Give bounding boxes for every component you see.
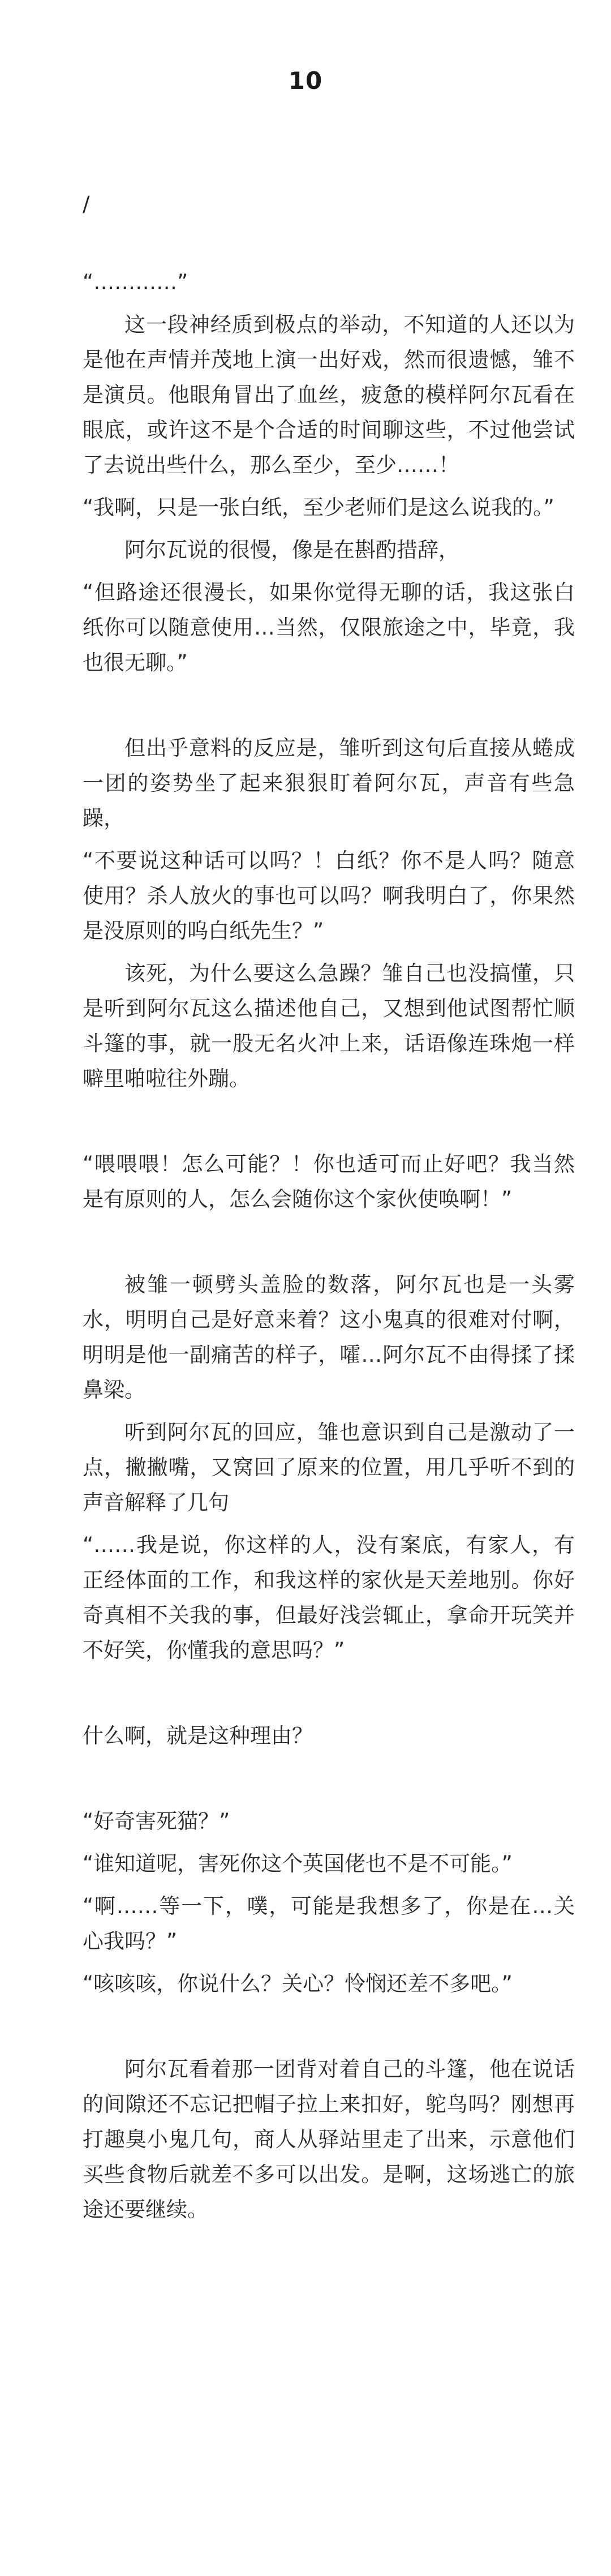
paragraph: “不要说这种话可以吗？！白纸？你不是人吗？随意使用？杀人放火的事也可以吗？啊我明白了，你果然是没原则的呜白纸先生？” [83,848,575,943]
paragraph: 被雏一顿劈头盖脸的数落，阿尔瓦也是一头雾水，明明自己是好意来着？这小鬼真的很难对付啊，明明是他一副痛苦的样子，嚯…阿尔瓦不由得揉了揉鼻梁。 [83,1272,575,1402]
paragraph-separator: / [83,192,90,216]
paragraph: 阿尔瓦说的很慢，像是在斟酌措辞， [124,538,459,562]
paragraph: “啊……等一下，噗，可能是我想多了，你是在…关心我吗？” [83,1894,575,1953]
chapter-body [83,187,575,2235]
paragraph: “但路途还很漫长，如果你觉得无聊的话，我这张白纸你可以随意使用…当然，仅限旅途之中，毕竟，我也很无聊。” [83,580,575,675]
paragraph: “好奇害死猫？” [83,1809,230,1833]
paragraph: “……我是说，你这样的人，没有案底，有家人，有正经体面的工作，和我这样的家伙是天差地别。你好奇真相不关我的事，但最好浅尝辄止，拿命开玩笑并不好笑，你懂我的意思吗？” [83,1533,575,1662]
paragraph: 什么啊，就是这种理由？ [83,1724,313,1748]
paragraph: “我啊，只是一张白纸，至少老师们是这么说我的。” [83,495,554,520]
paragraph: “谁知道呢，害死你这个英国佬也不是不可能。” [83,1851,513,1876]
paragraph: “喂喂喂！怎么可能？！你也适可而止好吧？我当然是有原则的人，怎么会随你这个家伙使唤啊！” [83,1152,575,1211]
paragraph: “…………” [83,270,188,294]
paragraph: 该死，为什么要这么急躁？雏自己也没搞懂，只是听到阿尔瓦这么描述他自己，又想到他试图帮忙顺斗篷的事，就一股无名火冲上来，话语像连珠炮一样噼里啪啦往外蹦。 [83,961,575,1091]
paragraph: 听到阿尔瓦的回应，雏也意识到自己是激动了一点，撇撇嘴，又窝回了原来的位置，用几乎听不到的声音解释了几句 [83,1420,575,1515]
chapter-title: 10 [288,67,323,95]
paragraph: 这一段神经质到极点的举动，不知道的人还以为是他在声情并茂地上演一出好戏，然而很遗憾，雏不是演员。他眼角冒出了血丝，疲惫的模样阿尔瓦看在眼底，或许这不是个合适的时间聊这些，不过他尝试了去说出些什么，那么至少，至少……！ [83,312,575,477]
paragraph: 阿尔瓦看着那一团背对着自己的斗篷，他在说话的间隙还不忘记把帽子拉上来扣好，鸵鸟吗？刚想再打趣臭小鬼几句，商人从驿站里走了出来，示意他们买些食物后就差不多可以出发。是啊，这场逃亡的旅途还要继续。 [83,2057,575,2222]
paragraph: 但出乎意料的反应是，雏听到这句后直接从蜷成一团的姿势坐了起来狠狠盯着阿尔瓦，声音有些急躁， [83,736,575,830]
paragraph: “咳咳咳，你说什么？关心？怜悯还差不多吧。” [83,1971,513,1996]
